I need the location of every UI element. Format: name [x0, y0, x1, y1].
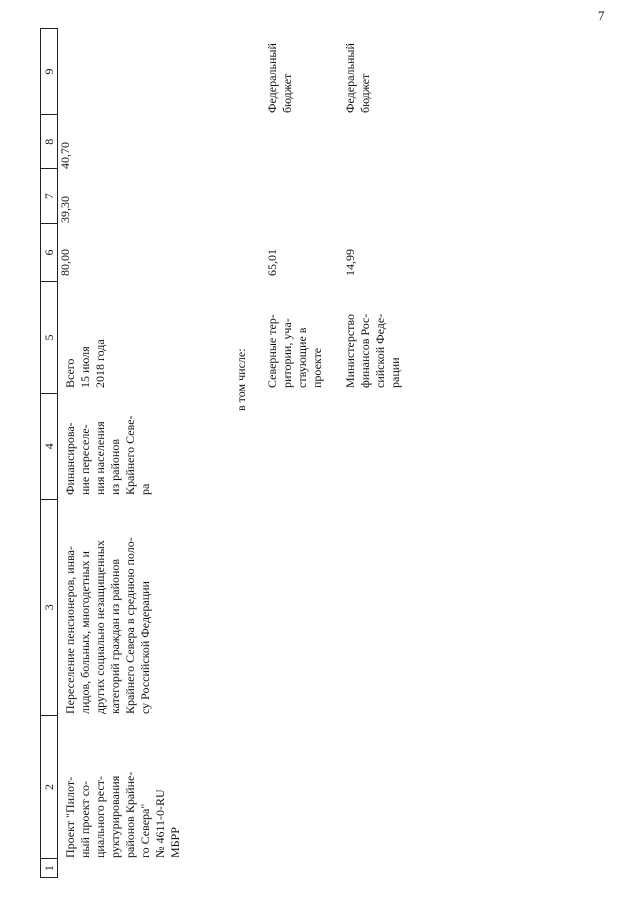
project-name-line: циального рест- — [93, 776, 107, 858]
project-name-cell — [63, 772, 183, 858]
subrow1-source-line: Северные тер- — [265, 314, 279, 388]
purpose-line: Финансирова- — [63, 422, 77, 495]
col-number-5: 5 — [41, 282, 58, 394]
project-name-line: го Севера" — [138, 803, 152, 858]
including-label: в том числе: — [234, 348, 248, 411]
col-number-4: 4 — [41, 393, 58, 499]
col-number-9: 9 — [41, 29, 58, 115]
description-line: Крайнего Севера в среднюю поло- — [123, 537, 137, 714]
total-label-cell — [63, 339, 108, 388]
description-line: других социально незащищенных — [93, 540, 107, 714]
description-line: Переселение пенсионеров, инва- — [63, 546, 77, 714]
purpose-cell — [63, 415, 153, 495]
subrow1-source-line: проекте — [310, 347, 324, 388]
subrow2-source-line: сийской Феде- — [373, 313, 387, 388]
subrow1-budget-cell — [265, 43, 295, 113]
subrow1-source-line: ритории, уча- — [280, 318, 294, 388]
subrow1-budget-line: бюджет — [280, 73, 294, 113]
project-name-line: районов Крайне- — [123, 771, 137, 858]
total-col6-value: 80,00 — [58, 249, 72, 276]
col-number-2: 2 — [41, 715, 58, 858]
total-col7-value: 39,30 — [58, 196, 72, 223]
total-label-line: Всего — [63, 358, 77, 388]
purpose-line: ние переселе- — [78, 424, 92, 495]
purpose-line: ния населения — [93, 421, 107, 495]
purpose-line: из районов — [108, 439, 122, 495]
col-number-8: 8 — [41, 115, 58, 169]
project-name-line: № 4611-0-RU — [153, 789, 167, 858]
rotated-table-area — [40, 28, 640, 878]
project-name-line: ный проект со- — [78, 780, 92, 858]
purpose-line: ра — [138, 483, 152, 495]
project-name-line: руктурирования — [108, 775, 122, 858]
subrow1-budget-line: Федеральный — [265, 43, 279, 113]
col-number-7: 7 — [41, 169, 58, 223]
total-label-line: 15 июля — [78, 346, 92, 388]
subrow1-source-cell — [265, 314, 325, 388]
subrow2-source-line: рации — [388, 357, 402, 388]
subrow2-budget-line: бюджет — [358, 73, 372, 113]
description-line: категорий граждан из районов — [108, 558, 122, 714]
page-number: 7 — [598, 8, 605, 23]
purpose-line: Крайнего Севе- — [123, 415, 137, 495]
header-number-row-table — [40, 28, 58, 878]
subrow2-source-line: Министерство — [343, 314, 357, 388]
col-number-3: 3 — [41, 499, 58, 715]
subrow2-source-cell — [343, 314, 403, 388]
subrow1-col6-value: 65,01 — [265, 249, 279, 276]
description-cell — [63, 537, 153, 714]
project-name-line: Проект "Пилот- — [63, 776, 77, 858]
subrow2-budget-line: Федеральный — [343, 43, 357, 113]
subrow2-col6-value: 14,99 — [343, 249, 357, 276]
col-number-1: 1 — [41, 859, 58, 878]
subrow2-source-line: финансов Рос- — [358, 313, 372, 388]
description-line: лидов, больных, многодетных и — [78, 551, 92, 714]
subrow1-source-line: ствующие в — [295, 327, 309, 388]
description-line: су Российской Федерации — [138, 581, 152, 714]
total-label-line: 2018 года — [93, 339, 107, 388]
project-name-line: МБРР — [168, 827, 182, 858]
total-col8-value: 40,70 — [58, 142, 72, 169]
subrow2-budget-cell — [343, 43, 373, 113]
col-number-6: 6 — [41, 223, 58, 281]
